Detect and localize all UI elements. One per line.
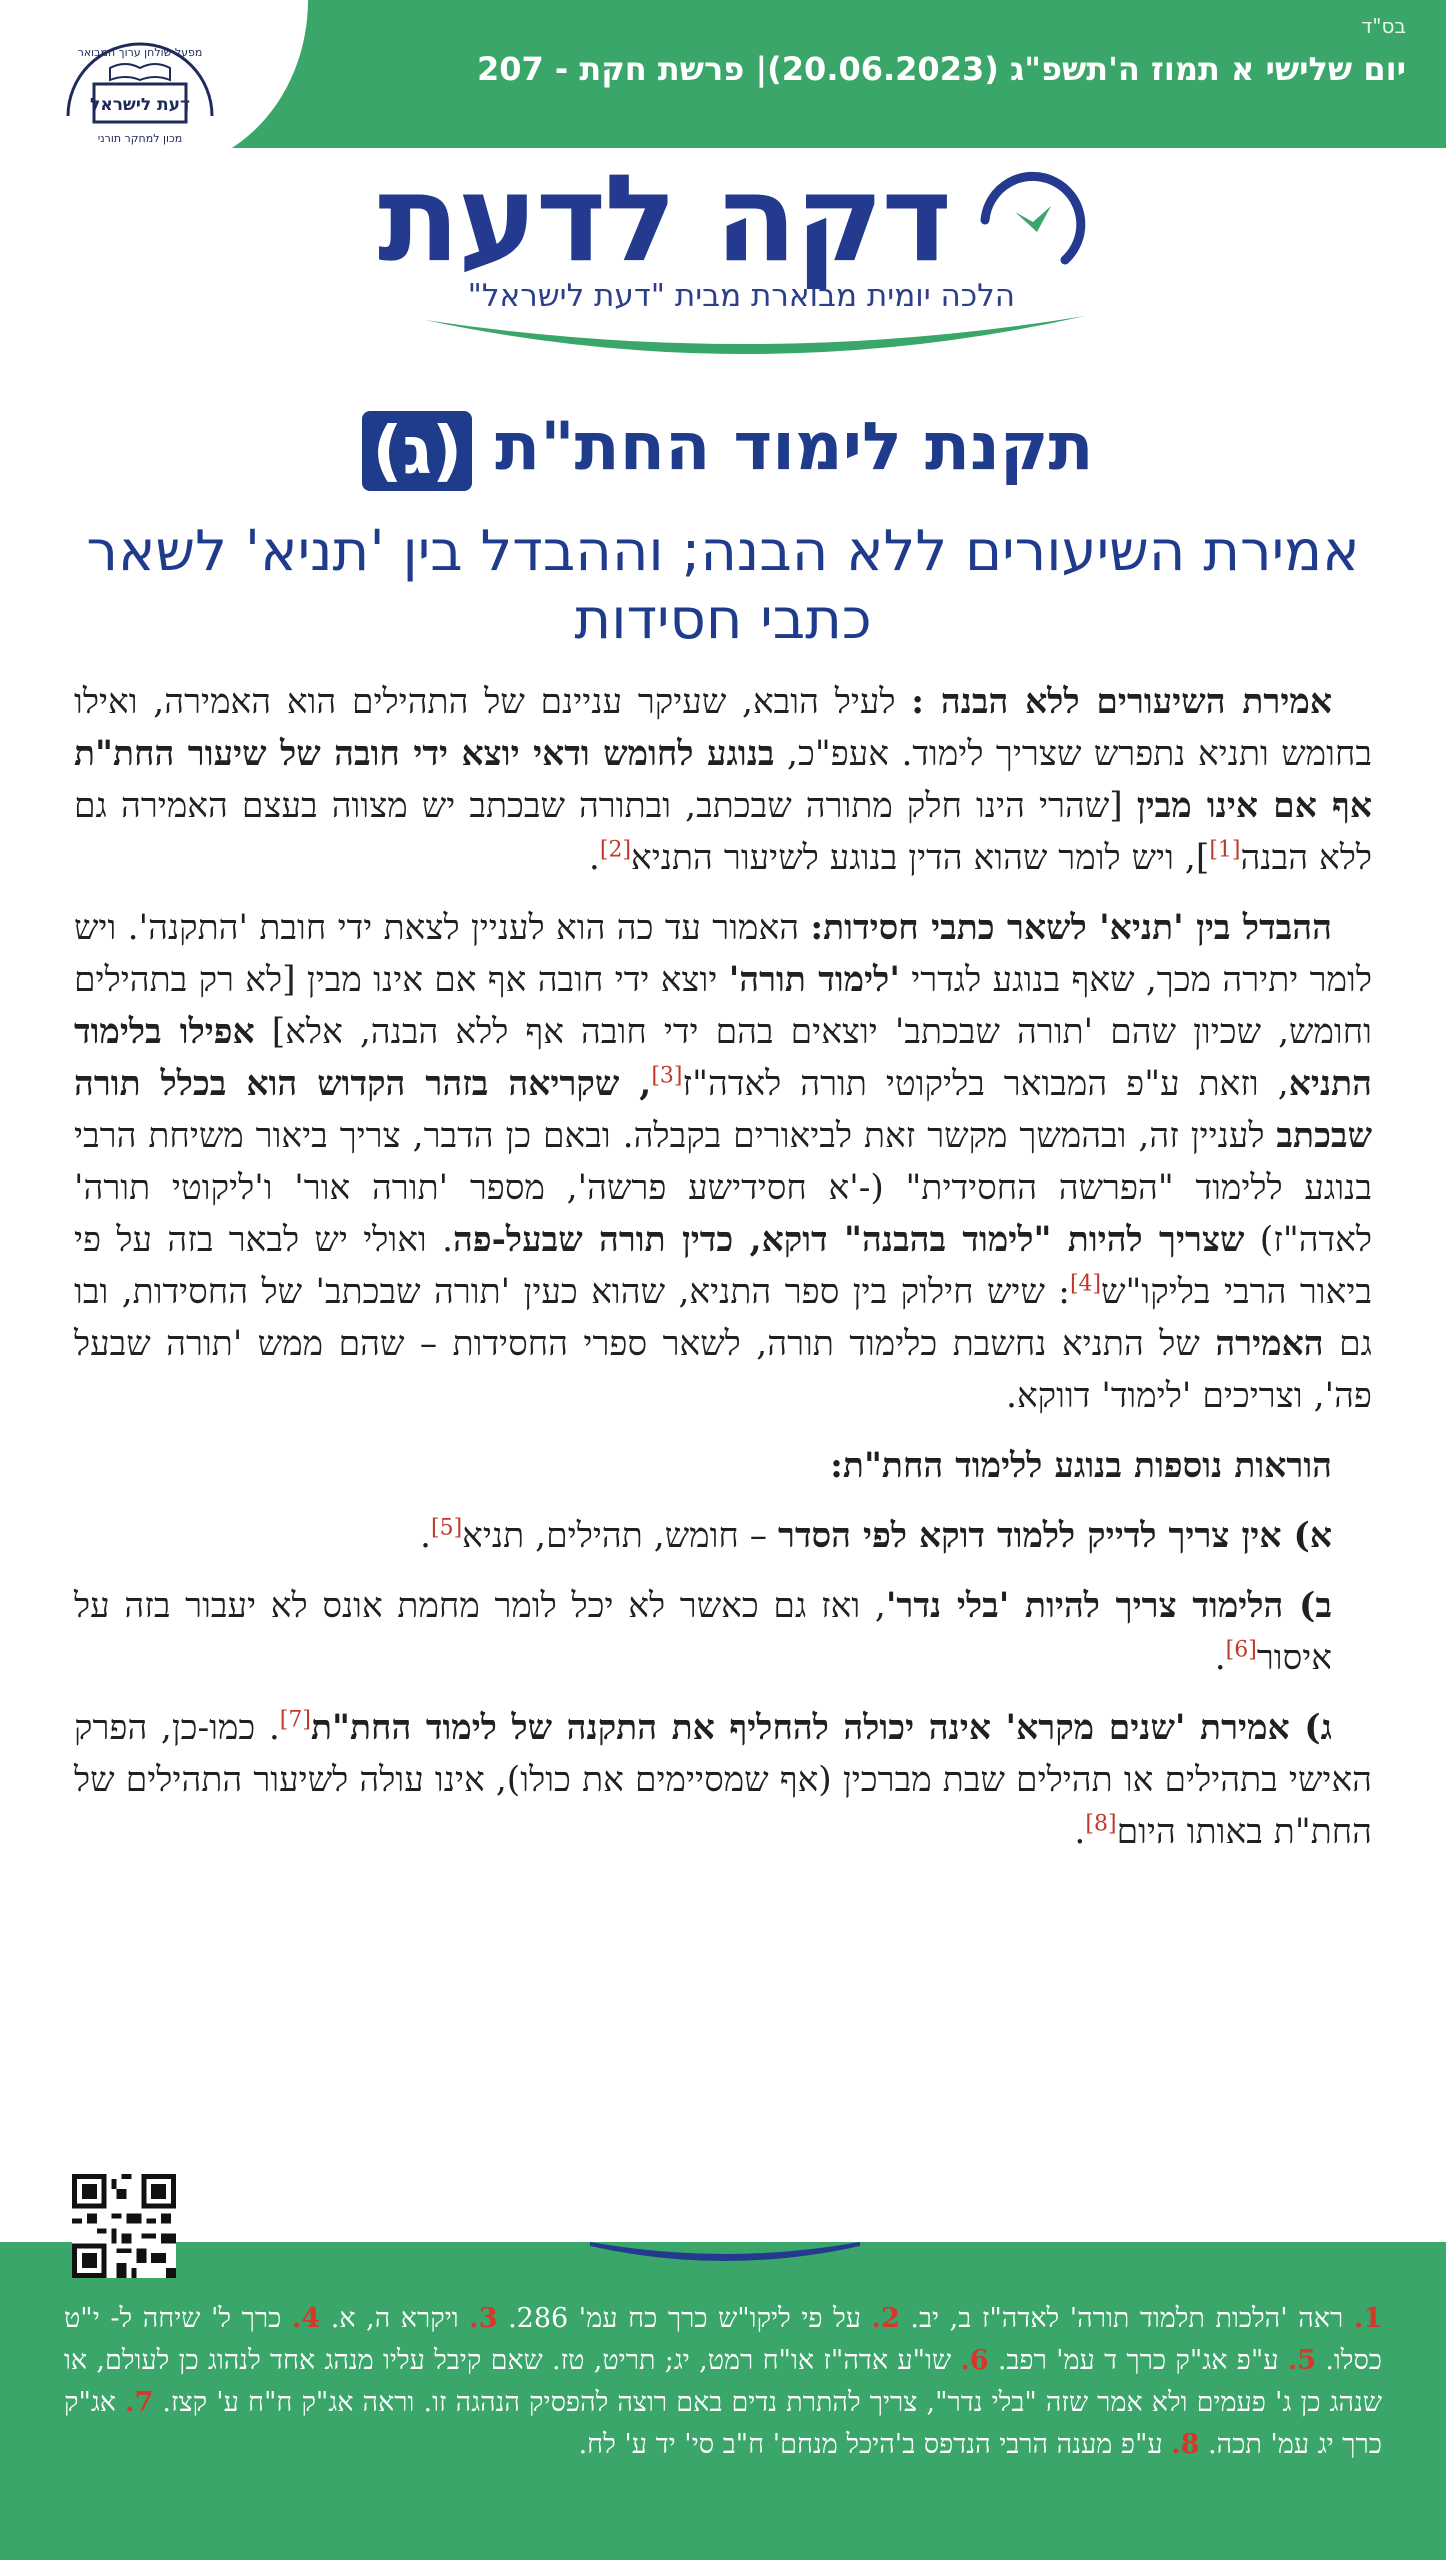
logo-title: דקה לדעת [377,150,950,289]
footnote-7: אג"ק כרך יג עמ' תכה. [64,2387,1382,2460]
seal-main-text: דעת לישראל [90,95,190,115]
instruction-b: ב) הלימוד צריך להיות 'בלי נדר', ואז גם כאשר לא יכל לומר מחמת אונס לא יעבור בזה על איסור[6]. [74,1586,1333,1678]
footnote-ref-4[interactable]: [4] [1069,1271,1102,1297]
footnote-number-7: 7. [125,2387,154,2418]
footer-swoosh [590,2226,860,2276]
instruction-c: ג) אמירת 'שנים מקרא' אינה יכולה להחליף את התקנה של לימוד החת"ת[7]. כמו-כן, הפרק האישי בתהילים או תהילים שבת מברכין (אף שמסיימים את כולו), אינו עולה לשיעור התהילים של החת"ת באותו היום[8]. [74,1707,1372,1852]
footnote-ref-2[interactable]: [2] [599,837,632,863]
subtitle: אמירת השיעורים ללא הבנה; וההבדל בין 'תניא' לשאר כתבי חסידות [86,519,1360,652]
bird-logo-icon [955,160,1105,280]
footnote-1: ראה 'הלכות תלמוד תורה' לאדה"ז ב, יב. [899,2303,1354,2334]
footnote-ref-7[interactable]: [7] [279,1707,311,1733]
footnote-number-5: 5. [1287,2345,1317,2376]
additional-instructions-heading: הוראות נוספות בנוגע ללימוד החת"ת: [830,1446,1332,1486]
seal-top-text: מפעל שולחן ערוך המבואר [77,46,203,59]
logo-swoosh [405,310,1105,380]
part-badge: (ג) [362,411,472,491]
logo-subtitle: הלכה יומית מבוארת מבית "דעת לישראל" [467,278,1015,314]
main-title-text: תקנת לימוד החת"ת [495,408,1094,485]
footnote-ref-6[interactable]: [6] [1225,1637,1257,1663]
bsd-mark: בס"ד [1361,14,1406,38]
instruction-a: א) אין צריך לדייק ללמוד דוקא לפי הסדר – חומש, תהילים, תניא[5]. [420,1515,1332,1556]
paragraph-no-understanding: אמירת השיעורים ללא הבנה : לעיל הובא, שעיקר עניינם של התהילים הוא האמירה, ואילו בחומש ותניא נתפרש שצריך לימוד. אעפ"כ, בנוגע לחומש ודאי יוצא ידי חובה של שיעור החת"ת אף אם אינו מבין [שהרי הינו חלק מתורה שבכתב, ובתורה שבכתב יש מצווה בעצם האמירה גם ללא הבנה[1]], ויש לומר שהוא הדין בנוגע לשיעור התניא[2]. [74,682,1373,878]
paragraph-tanya-difference: ההבדל בין 'תניא' לשאר כתבי חסידות: האמור עד כה הוא לעניין לצאת ידי חובת 'התקנה'. ויש לומר יתירה מכך, שאף בנוגע לגדרי 'לימוד תורה' יוצא ידי חובה אף אם אינו מבין [לא רק בתהילים וחומש, שכיון שהם 'תורה שבכתב' יוצאים בהם ידי חובה אף ללא הבנה, אלא] אפילו בלימוד התניא, וזאת ע"פ המבואר בליקוטי תורה לאדה"ז[3], שקריאה בזהר הקדוש הוא בכלל תורה שבכתב לעניין זה, ובהמשך מקשר זאת לביאורים בקבלה. ובאם כן הדבר, צריך ביאור משיחת הרבי בנוגע ללימוד "הפרשה החסידית" (-'א חסידישע פרשה', מספר 'תורה אור' ו'ליקוטי תורה' לאדה"ז) שצריך להיות "לימוד בהבנה" דוקא, כדין תורה שבעל-פה. ואולי יש לבאר בזה על פי ביאור הרבי בליקו"ש[4]: שיש חילוק בין ספר התניא, שהוא כעין 'תורה שבכתב' של החסידות, ובו גם האמירה של התניא נחשבת כלימוד תורה, לשאר ספרי החסידות – שהם ממש 'תורה שבעל פה', וצריכים 'לימוד' דווקא. [74,908,1372,1416]
footnote-ref-8[interactable]: [8] [1085,1811,1117,1837]
footnote-5: ע"פ אג"ק כרך ד עמ' רפב. [988,2345,1288,2376]
footnote-number-2: 2. [871,2303,900,2334]
footnote-ref-3[interactable]: [3] [651,1063,683,1089]
footnote-ref-5[interactable]: [5] [430,1515,463,1541]
footnote-ref-1[interactable]: [1] [1209,837,1241,863]
footnote-number-1: 1. [1353,2303,1383,2334]
footnote-4: כרך ל' שיחה ל- י"ט כסלו. [64,2303,1382,2376]
footnote-3: ויקרא ה, א. [320,2303,470,2334]
seal-bottom-text: מכון למחקר תורני [97,132,183,145]
main-title [0,408,1446,491]
footnote-6: שו"ע אדה"ז או"ח רמט, יג; תריט, טז. שאם קיבל עליו מנהג אחד לנהוג כן לעולם, או שנהג כן ג' פעמים ולא אמר שזה "בלי נדר", צריך להתרת נדים באם רוצה להפסיק הנהגה זו. וראה אג"ק ח"ח ע' קצז. [64,2345,1382,2418]
date-line: יום שלישי א תמוז ה'תשפ"ג (20.06.2023)| פרשת חקת - 207 [476,50,1406,88]
daka-ladaat-logo [377,150,1105,380]
footnote-number-4: 4. [291,2303,321,2334]
daat-lyisrael-seal-logo [60,16,220,158]
qr-code-icon[interactable] [72,2174,176,2278]
footnote-2: על פי ליקו"ש כרך כח עמ' 286. [497,2303,872,2334]
footnote-number-3: 3. [469,2303,498,2334]
article-body [74,676,1372,1876]
footnote-number-6: 6. [960,2345,989,2376]
footnote-number-8: 8. [1171,2429,1200,2460]
footnote-8: ע"פ מענה הרבי הנדפס ב'היכל מנחם' ח"ב סי' יד ע' לח. [578,2429,1172,2460]
footnotes-text [64,2298,1382,2466]
